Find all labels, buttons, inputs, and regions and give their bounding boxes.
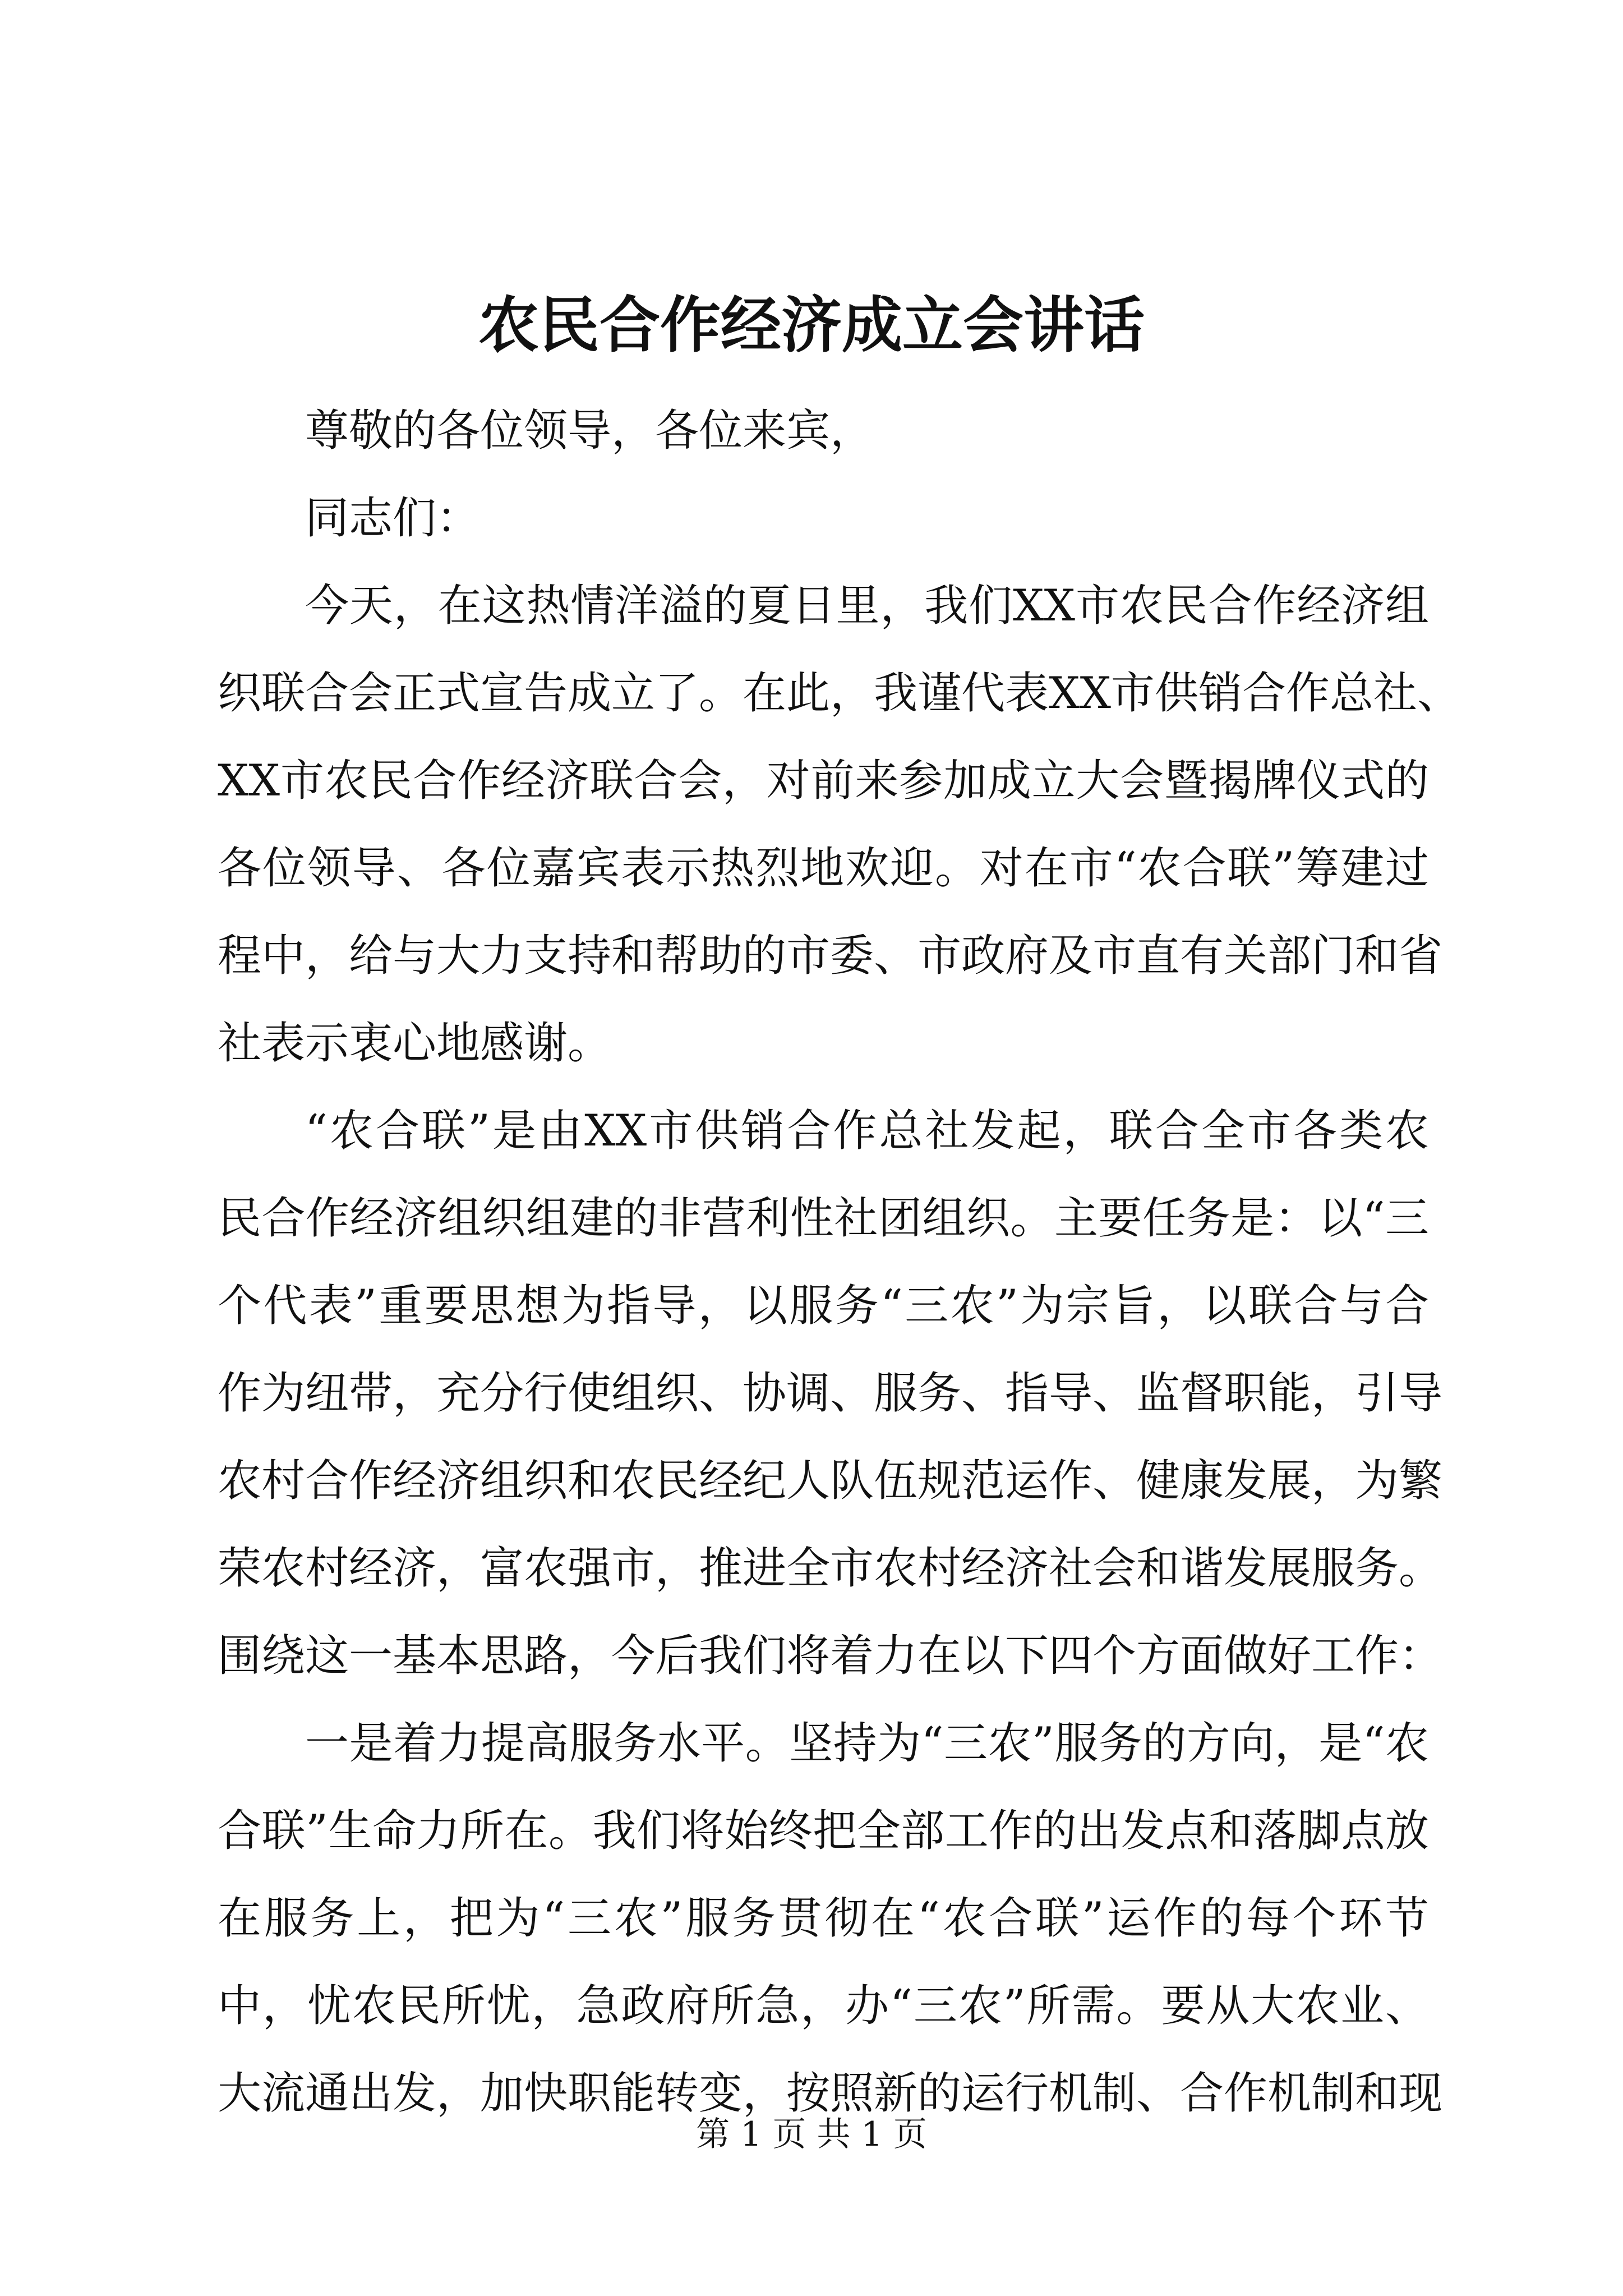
text-line: 在服务上，把为“三农”服务贯彻在“农合联”运作的每个环节 <box>218 1893 1429 1944</box>
text-line: 织联合会正式宣告成立了。在此，我谨代表XX市供销合作总社、 <box>218 668 1461 719</box>
text-line: 农村合作经济组织和农民经纪人队伍规范运作、健康发展，为繁 <box>218 1456 1443 1506</box>
text-line: 同志们： <box>305 493 481 544</box>
text-line: 一是着力提高服务水平。坚持为“三农”服务的方向，是“农 <box>305 1718 1429 1769</box>
page-footer: 第 1 页 共 1 页 <box>696 2115 927 2154</box>
text-line: 各位领导、各位嘉宾表示热烈地欢迎。对在市“农合联”筹建过 <box>218 843 1429 894</box>
text-line: 合联”生命力所在。我们将始终把全部工作的出发点和落脚点放 <box>218 1806 1429 1856</box>
text-line: 今天，在这热情洋溢的夏日里，我们XX市农民合作经济组 <box>305 581 1429 631</box>
document-body <box>218 387 1461 2137</box>
text-line: 程中，给与大力支持和帮助的市委、市政府及市直有关部门和省 <box>218 931 1443 981</box>
text-line: 中，忧农民所忧，急政府所急，办“三农”所需。要从大农业、 <box>218 1981 1429 2031</box>
text-line: XX市农民合作经济联合会，对前来参加成立大会暨揭牌仪式的 <box>218 756 1429 806</box>
text-line: 荣农村经济，富农强市，推进全市农村经济社会和谐发展服务。 <box>218 1543 1443 1594</box>
text-line: 社表示衷心地感谢。 <box>218 1018 612 1069</box>
text-line: 民合作经济组织组建的非营利性社团组织。主要任务是：以“三 <box>218 1193 1429 1244</box>
document-title: 农民合作经济成立会讲话 <box>478 290 1145 361</box>
text-line: “农合联”是由XX市供销合作总社发起，联合全市各类农 <box>305 1106 1429 1156</box>
text-line: 作为纽带，充分行使组织、协调、服务、指导、监督职能，引导 <box>218 1368 1443 1419</box>
text-line: 个代表”重要思想为指导，以服务“三农”为宗旨，以联合与合 <box>218 1281 1429 1331</box>
text-line: 围绕这一基本思路，今后我们将着力在以下四个方面做好工作： <box>218 1631 1443 1681</box>
text-line: 尊敬的各位领导，各位来宾， <box>305 406 874 456</box>
text-line: 大流通出发，加快职能转变，按照新的运行机制、合作机制和现 <box>218 2068 1443 2119</box>
